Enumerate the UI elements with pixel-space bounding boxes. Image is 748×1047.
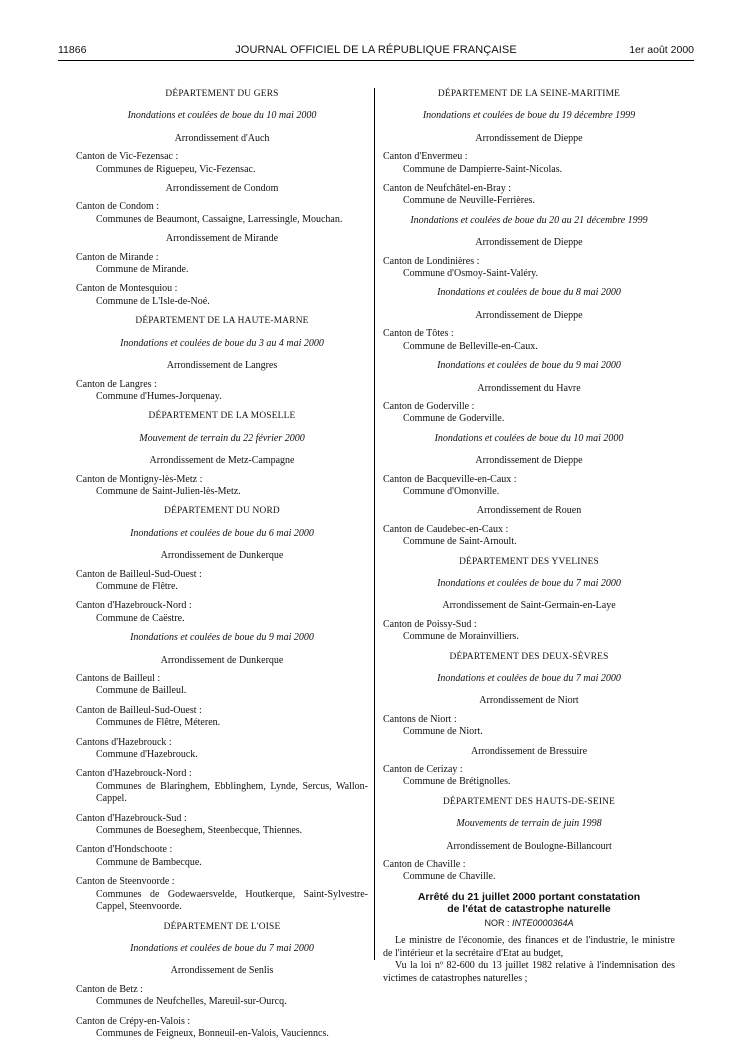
department-heading: DÉPARTEMENT DE L'OISE xyxy=(163,921,281,932)
arrondissement-heading: Arrondissement de Metz-Campagne xyxy=(149,455,295,467)
canton-entry xyxy=(76,1016,368,1041)
arrete-paragraph-2: Vu la loi nº 82-600 du 13 juillet 1982 relative à l'indemnisation des victimes de catastrophes naturelles ; xyxy=(383,960,675,984)
canton-name: Canton de Montesquiou : xyxy=(76,283,178,295)
canton-entry xyxy=(76,737,368,762)
arrondissement-heading: Arrondissement de Condom xyxy=(165,183,279,195)
canton-entry xyxy=(76,283,368,308)
event-heading: Inondations et coulées de boue du 8 mai 2000 xyxy=(437,287,621,299)
department-heading: DÉPARTEMENT DES YVELINES xyxy=(459,556,599,567)
communes-list: Commune de Niort. xyxy=(403,726,483,738)
communes-list: Communes de Feigneux, Bonneuil-en-Valois, Vaucienncs. xyxy=(96,1027,329,1039)
canton-name: Canton d'Hazebrouck-Sud : xyxy=(76,812,187,824)
canton-entry xyxy=(76,379,368,404)
canton-entry xyxy=(383,524,675,549)
communes-list: Commune de Neuville-Ferrières. xyxy=(403,195,535,207)
canton-entry xyxy=(76,813,368,838)
event-heading: Inondations et coulées de boue du 7 mai 2000 xyxy=(130,942,314,954)
canton-name: Cantons d'Hazebrouck : xyxy=(76,736,172,748)
canton-entry xyxy=(383,151,675,176)
canton-name: Canton de Bacqueville-en-Caux : xyxy=(383,473,517,485)
canton-entry xyxy=(76,600,368,625)
department-heading: DÉPARTEMENT DES HAUTS-DE-SEINE xyxy=(442,796,616,807)
communes-list: Commune de Dampierre-Saint-Nicolas. xyxy=(403,163,563,175)
arrondissement-heading: Arrondissement de Mirande xyxy=(165,233,279,245)
canton-entry xyxy=(76,844,368,869)
canton-entry xyxy=(76,673,368,698)
canton-entry xyxy=(76,705,368,730)
communes-list: Commune de Caëstre. xyxy=(96,612,185,624)
arrondissement-heading: Arrondissement de Dieppe xyxy=(475,455,583,467)
arrondissement-heading: Arrondissement de Dieppe xyxy=(475,132,583,144)
canton-entry xyxy=(76,474,368,499)
column-divider xyxy=(374,88,375,960)
arrondissement-heading: Arrondissement de Saint-Germain-en-Laye xyxy=(442,600,616,612)
communes-list: Commune de Morainvilliers. xyxy=(403,631,519,643)
communes-list: Communes de Beaumont, Cassaigne, Larressingle, Mouchan. xyxy=(96,213,343,225)
canton-name: Canton d'Envermeu : xyxy=(383,151,468,163)
communes-list: Commune de Flêtre. xyxy=(96,580,178,592)
arrondissement-heading: Arrondissement de Boulogne-Billancourt xyxy=(446,840,612,852)
canton-entry xyxy=(383,256,675,281)
event-heading: Inondations et coulées de boue du 9 mai 2000 xyxy=(437,360,621,372)
arrete-title-line2: de l'état de catastrophe naturelle xyxy=(447,902,611,915)
department-heading: DÉPARTEMENT DE LA HAUTE-MARNE xyxy=(135,316,309,327)
canton-entry xyxy=(383,859,675,884)
event-heading: Mouvements de terrain de juin 1998 xyxy=(456,818,602,830)
nor-code: INTE0000364A xyxy=(511,917,574,928)
communes-list: Communes de Boeseghem, Steenbecque, Thiennes. xyxy=(96,825,303,837)
event-heading: Inondations et coulées de boue du 20 au 21 décembre 1999 xyxy=(410,214,648,226)
arrete-paragraph-1: Le ministre de l'économie, des finances et de l'industrie, le ministre de l'intérieur et la secrétaire d'Etat au budget, xyxy=(383,935,675,959)
canton-name: Cantons de Niort : xyxy=(383,713,457,725)
communes-list: Commune de Goderville. xyxy=(403,413,505,425)
canton-name: Canton de Londinières : xyxy=(383,255,480,267)
header-rule xyxy=(58,60,694,61)
canton-entry xyxy=(383,714,675,739)
department-heading: DÉPARTEMENT DES DEUX-SÈVRES xyxy=(449,651,609,662)
canton-entry xyxy=(76,984,368,1009)
communes-list: Commune de Saint-Julien-lès-Metz. xyxy=(96,485,241,497)
event-heading: Inondations et coulées de boue du 7 mai 2000 xyxy=(437,673,621,684)
canton-entry xyxy=(76,876,368,913)
canton-name: Canton de Chaville : xyxy=(383,859,466,871)
canton-entry xyxy=(383,764,675,789)
communes-list: Commune d'Omonville. xyxy=(403,485,500,497)
canton-entry xyxy=(76,201,368,226)
canton-name: Canton de Cerizay : xyxy=(383,764,463,776)
arrondissement-heading: Arrondissement de Rouen xyxy=(476,505,582,517)
canton-name: Canton de Mirande : xyxy=(76,251,159,263)
communes-list: Communes de Riguepeu, Vic-Fezensac. xyxy=(96,163,256,175)
canton-entry xyxy=(76,569,368,594)
communes-list: Commune d'Humes-Jorquenay. xyxy=(96,390,222,402)
canton-entry xyxy=(383,183,675,208)
canton-name: Canton de Condom : xyxy=(76,201,160,213)
arrete-title-line1: Arrêté du 21 juillet 2000 portant constatation xyxy=(417,890,641,903)
issue-date: 1er août 2000 xyxy=(629,44,694,56)
event-heading: Inondations et coulées de boue du 3 au 4 mai 2000 xyxy=(120,337,324,349)
right-column-entries xyxy=(383,88,675,884)
event-heading: Inondations et coulées de boue du 6 mai 2000 xyxy=(130,527,314,539)
arrondissement-heading: Arrondissement d'Auch xyxy=(174,132,270,144)
arrondissement-heading: Arrondissement de Niort xyxy=(479,695,579,707)
canton-name: Canton de Goderville : xyxy=(383,400,475,412)
communes-list: Commune d'Osmoy-Saint-Valéry. xyxy=(403,268,539,280)
canton-name: Canton de Montigny-lès-Metz : xyxy=(76,473,203,485)
arrondissement-heading: Arrondissement de Bressuire xyxy=(470,745,588,757)
canton-entry xyxy=(383,474,675,499)
department-heading: DÉPARTEMENT DU GERS xyxy=(165,89,279,99)
canton-entry xyxy=(383,328,675,353)
event-heading: Inondations et coulées de boue du 7 mai 2000 xyxy=(437,577,621,589)
canton-name: Canton de Caudebec-en-Caux : xyxy=(383,523,509,535)
canton-name: Canton de Langres : xyxy=(76,378,157,390)
event-heading: Inondations et coulées de boue du 10 mai 2000 xyxy=(434,432,624,444)
page-number: 11866 xyxy=(58,44,87,56)
communes-list: Commune de Chaville. xyxy=(403,871,496,883)
event-heading: Inondations et coulées de boue du 19 décembre 1999 xyxy=(422,110,636,122)
nor-reference xyxy=(383,917,675,929)
arrondissement-heading: Arrondissement de Dieppe xyxy=(475,309,583,321)
canton-name: Canton de Poissy-Sud : xyxy=(383,618,477,630)
communes-list: Communes de Neufchelles, Mareuil-sur-Ourcq. xyxy=(96,996,287,1008)
canton-name: Canton d'Hazebrouck-Nord : xyxy=(76,600,192,612)
event-heading: Inondations et coulées de boue du 10 mai 2000 xyxy=(127,110,317,122)
canton-name: Canton de Bailleul-Sud-Ouest : xyxy=(76,704,202,716)
canton-entry xyxy=(383,401,675,426)
canton-name: Canton de Vic-Fezensac : xyxy=(76,151,179,163)
communes-list: Commune de Bambecque. xyxy=(96,856,202,868)
department-heading: DÉPARTEMENT DE LA MOSELLE xyxy=(148,411,296,422)
arrondissement-heading: Arrondissement de Senlis xyxy=(170,965,274,977)
arrete-title xyxy=(383,891,675,915)
communes-list: Commune de Bailleul. xyxy=(96,685,187,697)
arrondissement-heading: Arrondissement de Dunkerque xyxy=(160,654,284,666)
canton-name: Canton de Tôtes : xyxy=(383,328,454,340)
canton-name: Canton d'Hondschoote : xyxy=(76,844,173,856)
communes-list: Communes de Godewaersvelde, Houtkerque, Saint-Sylvestre-Cappel, Steenvoorde. xyxy=(96,888,368,913)
canton-name: Canton de Betz : xyxy=(76,983,143,995)
canton-name: Canton de Neufchâtel-en-Bray : xyxy=(383,183,512,195)
canton-entry xyxy=(383,619,675,644)
communes-list: Commune de Belleville-en-Caux. xyxy=(403,340,538,352)
communes-list: Commune d'Hazebrouck. xyxy=(96,749,198,761)
canton-name: Canton de Steenvoorde : xyxy=(76,876,175,888)
communes-list: Commune de Mirande. xyxy=(96,264,189,276)
communes-list: Communes de Flêtre, Méteren. xyxy=(96,717,221,729)
department-heading: DÉPARTEMENT DU NORD xyxy=(164,506,280,517)
canton-name: Cantons de Bailleul : xyxy=(76,673,161,684)
communes-list: Commune de Saint-Arnoult. xyxy=(403,536,517,548)
arrondissement-heading: Arrondissement du Havre xyxy=(477,382,581,394)
canton-name: Canton de Crépy-en-Valois : xyxy=(76,1015,191,1027)
arrondissement-heading: Arrondissement de Dieppe xyxy=(475,237,583,249)
page-header xyxy=(58,42,694,60)
communes-list: Commune de Brétignolles. xyxy=(403,776,511,788)
canton-name: Canton d'Hazebrouck-Nord : xyxy=(76,768,192,780)
event-heading: Inondations et coulées de boue du 9 mai 2000 xyxy=(130,632,314,644)
event-heading: Mouvement de terrain du 22 février 2000 xyxy=(139,432,305,444)
canton-name: Canton de Bailleul-Sud-Ouest : xyxy=(76,568,202,580)
arrondissement-heading: Arrondissement de Dunkerque xyxy=(160,550,284,562)
nor-label: NOR : xyxy=(484,917,510,928)
left-column xyxy=(76,88,368,1047)
canton-entry xyxy=(76,252,368,277)
communes-list: Commune de L'Isle-de-Noé. xyxy=(96,295,210,307)
canton-entry xyxy=(76,151,368,176)
right-column xyxy=(383,88,675,985)
journal-title: JOURNAL OFFICIEL DE LA RÉPUBLIQUE FRANÇAISE xyxy=(235,44,517,56)
arrondissement-heading: Arrondissement de Langres xyxy=(166,360,278,372)
communes-list: Communes de Blaringhem, Ebblinghem, Lynde, Sercus, Wallon-Cappel. xyxy=(96,780,368,805)
canton-entry xyxy=(76,768,368,805)
department-heading: DÉPARTEMENT DE LA SEINE-MARITIME xyxy=(437,89,621,99)
